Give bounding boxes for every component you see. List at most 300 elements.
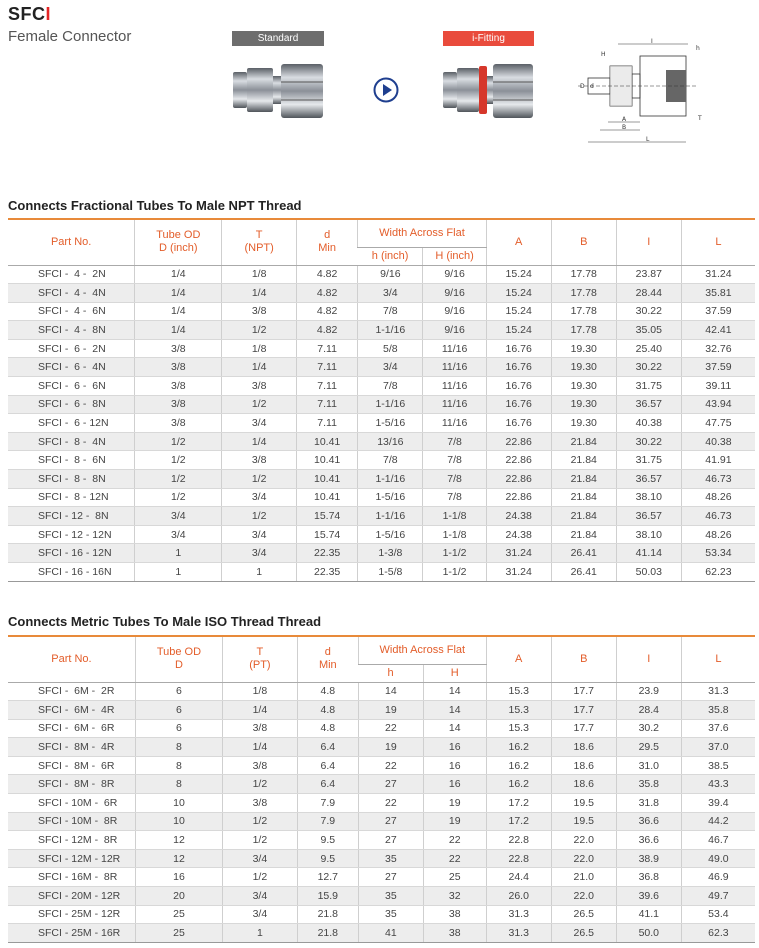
table-cell: 1/4 (135, 321, 222, 340)
table-cell: 21.84 (551, 507, 616, 526)
table-cell: 11/16 (423, 377, 486, 396)
table-cell: 16 (423, 756, 486, 775)
table-cell: 22 (423, 849, 486, 868)
table-cell: 1-5/16 (358, 414, 423, 433)
part-number-cell: SFCI - 25M - 12R (8, 905, 135, 924)
table-cell: 15.3 (486, 719, 551, 738)
col-l: L (681, 636, 755, 682)
table-cell: 19.5 (551, 794, 616, 813)
table-cell: 31.24 (681, 265, 755, 284)
table-cell: 1/2 (135, 488, 222, 507)
col-width-across-flat: Width Across Flat (358, 636, 486, 664)
table-cell: 15.3 (486, 682, 551, 701)
table-cell: 21.84 (551, 488, 616, 507)
table-row (8, 470, 755, 489)
table-cell: 4.8 (297, 719, 358, 738)
table-cell: 3/8 (222, 377, 297, 396)
table-cell: 1-1/16 (358, 395, 423, 414)
table-cell: 14 (423, 682, 486, 701)
table-cell: 36.8 (616, 868, 681, 887)
col-b: B (551, 636, 616, 682)
table-cell: 19.30 (551, 377, 616, 396)
table-cell: 20 (135, 887, 222, 906)
table-cell: 1-1/2 (423, 544, 486, 563)
table-cell: 1-5/16 (358, 525, 423, 544)
table-cell: 1/2 (222, 470, 297, 489)
table-cell: 49.7 (681, 887, 755, 906)
table-cell: 31.3 (486, 924, 551, 943)
table-cell: 19 (358, 701, 423, 720)
table-cell: 17.7 (551, 682, 616, 701)
table-cell: 24.38 (486, 525, 551, 544)
table-cell: 28.4 (616, 701, 681, 720)
col-a: A (486, 636, 551, 682)
table-cell: 3/8 (223, 719, 298, 738)
table-cell: 15.74 (297, 525, 358, 544)
table-cell: 6.4 (297, 775, 358, 794)
table-cell: 6 (135, 682, 222, 701)
table-cell: 5/8 (358, 339, 423, 358)
table-row (8, 924, 755, 943)
table-cell: 7/8 (358, 377, 423, 396)
part-number-cell: SFCI - 8M - 6R (8, 756, 135, 775)
table-cell: 3/4 (358, 284, 423, 303)
table-cell: 38.9 (616, 849, 681, 868)
table-cell: 36.6 (616, 831, 681, 850)
table-cell: 19.5 (551, 812, 616, 831)
table-cell: 37.59 (681, 358, 755, 377)
dim-label-l: L (646, 136, 650, 143)
table-cell: 38 (423, 905, 486, 924)
table-row (8, 302, 755, 321)
table-cell: 16 (423, 738, 486, 757)
part-number-cell: SFCI - 12M - 8R (8, 831, 135, 850)
table-cell: 50.0 (616, 924, 681, 943)
table-row (8, 831, 755, 850)
table-row (8, 358, 755, 377)
table-cell: 41.14 (616, 544, 681, 563)
table-row (8, 525, 755, 544)
table-cell: 31.75 (616, 377, 681, 396)
table-cell: 16.76 (486, 395, 551, 414)
table-cell: 19.30 (551, 414, 616, 433)
table-cell: 39.6 (616, 887, 681, 906)
table-cell: 3/8 (135, 339, 222, 358)
table-cell: 31.3 (681, 682, 755, 701)
col-t: T (PT) (223, 636, 298, 682)
dim-label-corner: h (696, 45, 700, 52)
table-cell: 7/8 (358, 302, 423, 321)
table-cell: 46.9 (681, 868, 755, 887)
table-cell: 9/16 (423, 265, 486, 284)
table-cell: 3/4 (222, 414, 297, 433)
table-cell: 1/2 (222, 395, 297, 414)
table-cell: 3/8 (135, 377, 222, 396)
col-t: T (NPT) (222, 219, 297, 265)
table-cell: 32 (423, 887, 486, 906)
table-cell: 9/16 (358, 265, 423, 284)
table-cell: 17.78 (551, 321, 616, 340)
table-cell: 31.3 (486, 905, 551, 924)
part-number-cell: SFCI - 16 - 12N (8, 544, 135, 563)
table-row (8, 284, 755, 303)
table-cell: 62.3 (681, 924, 755, 943)
table-cell: 3/4 (223, 849, 298, 868)
table-cell: 23.9 (616, 682, 681, 701)
table-cell: 19 (358, 738, 423, 757)
table-cell: 10.41 (297, 432, 358, 451)
table-cell: 22.86 (486, 451, 551, 470)
part-number-cell: SFCI - 8 - 4N (8, 432, 135, 451)
table-cell: 7/8 (423, 451, 486, 470)
table-cell: 41.1 (616, 905, 681, 924)
table-cell: 1-1/2 (423, 563, 486, 582)
table-cell: 11/16 (423, 414, 486, 433)
table-cell: 17.78 (551, 302, 616, 321)
table-cell: 27 (358, 868, 423, 887)
table-cell: 4.82 (297, 265, 358, 284)
table-cell: 42.41 (681, 321, 755, 340)
table-cell: 3/8 (223, 794, 298, 813)
table-cell: 35.05 (616, 321, 681, 340)
table-cell: 36.57 (616, 395, 681, 414)
table-cell: 1-5/16 (358, 488, 423, 507)
table-row (8, 563, 755, 582)
table-cell: 3/4 (358, 358, 423, 377)
table-cell: 40.38 (681, 432, 755, 451)
table-cell: 1/4 (222, 358, 297, 377)
table-cell: 6 (135, 701, 222, 720)
part-number-cell: SFCI - 25M - 16R (8, 924, 135, 943)
table-cell: 46.7 (681, 831, 755, 850)
table-cell: 12 (135, 849, 222, 868)
table-row (8, 395, 755, 414)
table-cell: 19.30 (551, 358, 616, 377)
table-cell: 1/2 (223, 831, 298, 850)
table-cell: 9/16 (423, 284, 486, 303)
table-cell: 21.0 (551, 868, 616, 887)
table-cell: 40.38 (616, 414, 681, 433)
dim-label-d: d (590, 83, 594, 90)
table-cell: 22.86 (486, 432, 551, 451)
table-cell: 43.3 (681, 775, 755, 794)
table-cell: 25 (135, 924, 222, 943)
col-part-no: Part No. (8, 219, 135, 265)
table-row (8, 719, 755, 738)
table-cell: 1/4 (222, 284, 297, 303)
table-cell: 10.41 (297, 470, 358, 489)
part-number-cell: SFCI - 8M - 4R (8, 738, 135, 757)
table-cell: 18.6 (551, 756, 616, 775)
col-b: B (551, 219, 616, 265)
col-h-big: H (423, 664, 486, 682)
table-cell: 38.10 (616, 488, 681, 507)
table-cell: 6.4 (297, 738, 358, 757)
table-cell: 19 (423, 794, 486, 813)
play-arrow-icon (373, 77, 399, 103)
table-cell: 37.0 (681, 738, 755, 757)
fractional-spec-table (8, 218, 755, 582)
table-cell: 10.41 (297, 451, 358, 470)
table-cell: 1 (222, 563, 297, 582)
table-cell: 17.2 (486, 812, 551, 831)
table-cell: 11/16 (423, 358, 486, 377)
table-cell: 14 (423, 719, 486, 738)
table-cell: 1/8 (222, 265, 297, 284)
col-h-small: h (358, 664, 423, 682)
table-cell: 16 (135, 868, 222, 887)
dimension-drawing (578, 36, 708, 150)
table-cell: 31.8 (616, 794, 681, 813)
metric-spec-table (8, 635, 755, 943)
table-cell: 22.35 (297, 563, 358, 582)
table-cell: 19.30 (551, 339, 616, 358)
table-cell: 7.9 (297, 794, 358, 813)
part-number-cell: SFCI - 8 - 8N (8, 470, 135, 489)
table-cell: 7.9 (297, 812, 358, 831)
part-number-cell: SFCI - 8M - 8R (8, 775, 135, 794)
table-cell: 35.8 (681, 701, 755, 720)
table-cell: 7.11 (297, 395, 358, 414)
table-cell: 16 (423, 775, 486, 794)
table-cell: 22.0 (551, 849, 616, 868)
table-cell: 1-1/8 (423, 525, 486, 544)
table-cell: 7/8 (423, 432, 486, 451)
table-cell: 14 (423, 701, 486, 720)
table-cell: 17.2 (486, 794, 551, 813)
table-cell: 35 (358, 905, 423, 924)
table-cell: 39.11 (681, 377, 755, 396)
table-cell: 1-1/16 (358, 507, 423, 526)
table-cell: 3/8 (135, 358, 222, 377)
table-cell: 21.8 (297, 924, 358, 943)
part-number-cell: SFCI - 6M - 2R (8, 682, 135, 701)
table-cell: 1-1/8 (423, 507, 486, 526)
table-cell: 1/2 (222, 507, 297, 526)
col-a: A (486, 219, 551, 265)
table-cell: 38.5 (681, 756, 755, 775)
table-cell: 35.8 (616, 775, 681, 794)
table-cell: 10 (135, 812, 222, 831)
table-cell: 7.11 (297, 339, 358, 358)
table-cell: 19.30 (551, 395, 616, 414)
table-cell: 3/4 (135, 507, 222, 526)
table-cell: 6.4 (297, 756, 358, 775)
table-cell: 1/8 (222, 339, 297, 358)
table-cell: 22.35 (297, 544, 358, 563)
table-cell: 1 (135, 544, 222, 563)
col-i: I (616, 219, 681, 265)
table-cell: 17.78 (551, 284, 616, 303)
product-code: SFCI (8, 4, 52, 24)
table-cell: 14 (358, 682, 423, 701)
table-cell: 1/2 (135, 451, 222, 470)
col-i: I (616, 636, 681, 682)
table-cell: 36.57 (616, 470, 681, 489)
table-cell: 22.8 (486, 831, 551, 850)
col-part-no: Part No. (8, 636, 135, 682)
table-cell: 1/4 (135, 302, 222, 321)
part-number-cell: SFCI - 6 - 4N (8, 358, 135, 377)
part-number-cell: SFCI - 6 - 12N (8, 414, 135, 433)
col-l: L (681, 219, 755, 265)
table-cell: 10 (135, 794, 222, 813)
table-cell: 21.84 (551, 451, 616, 470)
part-number-cell: SFCI - 20M - 12R (8, 887, 135, 906)
dim-label-i: I (651, 38, 653, 45)
table-cell: 8 (135, 775, 222, 794)
table-cell: 39.4 (681, 794, 755, 813)
table-cell: 16.76 (486, 358, 551, 377)
col-tube-od: Tube OD D (inch) (135, 219, 222, 265)
table-cell: 22.8 (486, 849, 551, 868)
table-cell: 53.4 (681, 905, 755, 924)
part-number-cell: SFCI - 8 - 6N (8, 451, 135, 470)
part-number-cell: SFCI - 4 - 2N (8, 265, 135, 284)
table-row (8, 432, 755, 451)
table-cell: 35 (358, 849, 423, 868)
table-row (8, 682, 755, 701)
table-cell: 1/4 (135, 284, 222, 303)
table-cell: 18.6 (551, 738, 616, 757)
table-cell: 1/2 (222, 321, 297, 340)
table-row (8, 905, 755, 924)
table-cell: 36.6 (616, 812, 681, 831)
table-cell: 38.10 (616, 525, 681, 544)
table-cell: 27 (358, 831, 423, 850)
table-cell: 37.6 (681, 719, 755, 738)
dim-label-a: A (622, 116, 627, 123)
table-cell: 27 (358, 812, 423, 831)
table-cell: 30.22 (616, 358, 681, 377)
part-number-cell: SFCI - 4 - 8N (8, 321, 135, 340)
table-cell: 48.26 (681, 525, 755, 544)
table-cell: 13/16 (358, 432, 423, 451)
table-cell: 23.87 (616, 265, 681, 284)
table-cell: 1 (223, 924, 298, 943)
table-row (8, 887, 755, 906)
table-cell: 4.82 (297, 302, 358, 321)
table-row (8, 812, 755, 831)
table-cell: 17.7 (551, 719, 616, 738)
table-cell: 3/8 (223, 756, 298, 775)
table-cell: 21.84 (551, 432, 616, 451)
table-cell: 46.73 (681, 470, 755, 489)
table-cell: 30.2 (616, 719, 681, 738)
part-number-cell: SFCI - 10M - 6R (8, 794, 135, 813)
part-number-cell: SFCI - 16 - 16N (8, 563, 135, 582)
table-cell: 15.3 (486, 701, 551, 720)
table-cell: 41.91 (681, 451, 755, 470)
table-row (8, 701, 755, 720)
table-row (8, 265, 755, 284)
table-cell: 46.73 (681, 507, 755, 526)
table-cell: 1-1/16 (358, 470, 423, 489)
part-number-cell: SFCI - 6 - 2N (8, 339, 135, 358)
table-cell: 1/4 (223, 738, 298, 757)
table-cell: 15.24 (486, 265, 551, 284)
table-cell: 26.41 (551, 563, 616, 582)
col-d: d Min (297, 219, 358, 265)
table-cell: 3/4 (223, 905, 298, 924)
table-cell: 4.8 (297, 701, 358, 720)
table-cell: 28.44 (616, 284, 681, 303)
table-cell: 1/4 (135, 265, 222, 284)
table-cell: 43.94 (681, 395, 755, 414)
part-number-cell: SFCI - 6M - 4R (8, 701, 135, 720)
table-cell: 1-3/8 (358, 544, 423, 563)
table-cell: 31.24 (486, 563, 551, 582)
table-cell: 31.75 (616, 451, 681, 470)
table-cell: 35 (358, 887, 423, 906)
dim-label-t: T (698, 115, 702, 122)
table-cell: 1/4 (222, 432, 297, 451)
table-cell: 32.76 (681, 339, 755, 358)
part-number-cell: SFCI - 16M - 8R (8, 868, 135, 887)
table-cell: 1-5/8 (358, 563, 423, 582)
table-cell: 3/4 (135, 525, 222, 544)
part-number-cell: SFCI - 4 - 4N (8, 284, 135, 303)
table-cell: 4.8 (297, 682, 358, 701)
table-row (8, 738, 755, 757)
table-cell: 7/8 (423, 488, 486, 507)
part-number-cell: SFCI - 6M - 6R (8, 719, 135, 738)
part-number-cell: SFCI - 8 - 12N (8, 488, 135, 507)
table-cell: 11/16 (423, 395, 486, 414)
part-number-cell: SFCI - 10M - 8R (8, 812, 135, 831)
ifitting-image (441, 60, 537, 122)
table-cell: 12.7 (297, 868, 358, 887)
table-cell: 19 (423, 812, 486, 831)
table-cell: 26.0 (486, 887, 551, 906)
table-cell: 3/8 (222, 302, 297, 321)
table-cell: 11/16 (423, 339, 486, 358)
table-cell: 16.76 (486, 414, 551, 433)
table-cell: 24.38 (486, 507, 551, 526)
table-cell: 3/4 (222, 525, 297, 544)
table-cell: 3/8 (222, 451, 297, 470)
table-cell: 25.40 (616, 339, 681, 358)
col-width-across-flat: Width Across Flat (358, 219, 486, 247)
table-cell: 27 (358, 775, 423, 794)
table-cell: 26.41 (551, 544, 616, 563)
standard-tag: Standard (232, 31, 324, 46)
table-cell: 22 (358, 719, 423, 738)
table-cell: 3/4 (222, 544, 297, 563)
table1-title: Connects Fractional Tubes To Male NPT Thread (8, 198, 302, 213)
dim-label-b: B (622, 124, 627, 131)
table-cell: 7/8 (423, 470, 486, 489)
table-row (8, 321, 755, 340)
table-cell: 1/2 (223, 775, 298, 794)
col-d: d Min (297, 636, 358, 682)
table-cell: 26.5 (551, 924, 616, 943)
table-row (8, 451, 755, 470)
table-row (8, 488, 755, 507)
table-cell: 7/8 (358, 451, 423, 470)
table-cell: 38 (423, 924, 486, 943)
table-row (8, 775, 755, 794)
table-cell: 48.26 (681, 488, 755, 507)
standard-fitting-image (231, 60, 327, 122)
table-cell: 16.76 (486, 377, 551, 396)
table-cell: 35.81 (681, 284, 755, 303)
table-cell: 1/2 (135, 470, 222, 489)
table-cell: 7.11 (297, 414, 358, 433)
table-cell: 17.78 (551, 265, 616, 284)
table-cell: 15.9 (297, 887, 358, 906)
table-cell: 22 (423, 831, 486, 850)
